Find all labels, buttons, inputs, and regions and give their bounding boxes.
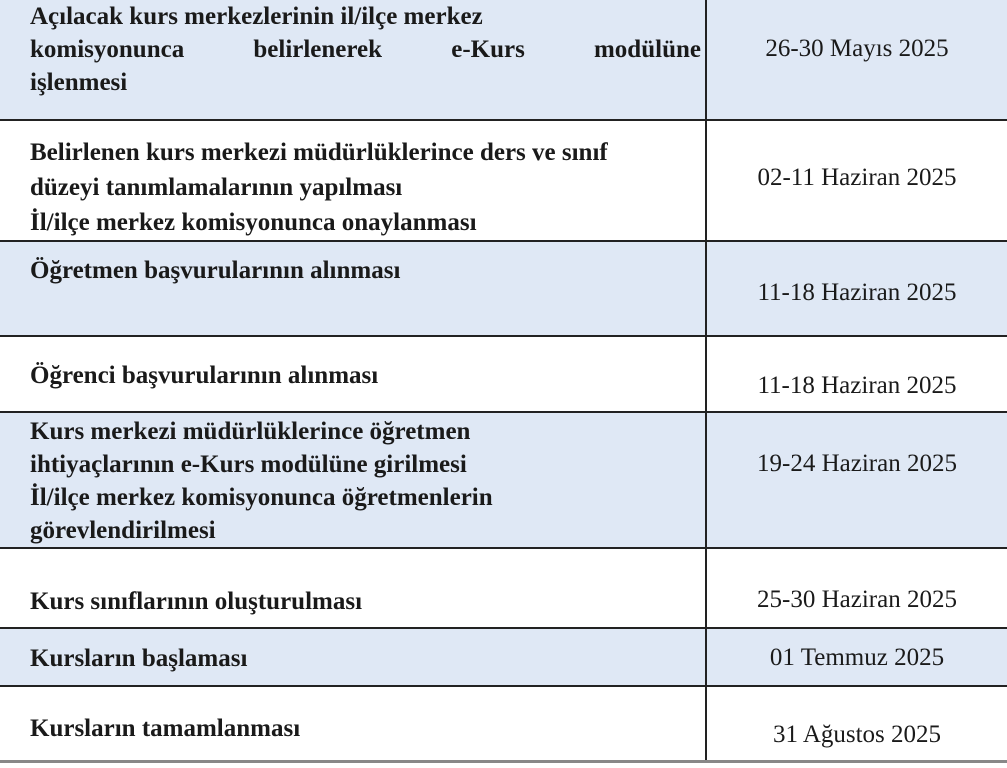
task-line: İl/ilçe merkez komisyonunca onaylanması [30, 209, 477, 236]
task-line: Öğretmen başvurularının alınması [30, 257, 401, 284]
date-text: 26-30 Mayıs 2025 [765, 35, 949, 62]
date-cell [706, 336, 1007, 412]
task-cell [0, 548, 706, 628]
task-cell [0, 686, 706, 762]
task-line: Öğrenci başvurularının alınması [30, 362, 379, 389]
date-cell [706, 686, 1007, 762]
table-row [0, 548, 1007, 628]
task-line: görevlendirilmesi [30, 517, 216, 544]
task-word: modülüne [593, 36, 701, 63]
task-line: Belirlenen kurs merkezi müdürlüklerince ders ve sınıf [30, 139, 608, 166]
task-line: düzeyi tanımlamalarının yapılması [30, 174, 403, 201]
task-word: belirlenerek [253, 36, 383, 63]
table-row [0, 686, 1007, 762]
task-line: ihtiyaçlarının e-Kurs modülüne girilmesi [30, 451, 467, 478]
date-cell [706, 548, 1007, 628]
table-row [0, 0, 1007, 120]
date-cell [706, 120, 1007, 241]
date-cell [706, 628, 1007, 686]
date-text: 01 Temmuz 2025 [769, 644, 945, 671]
table-row [0, 120, 1007, 241]
task-cell [0, 120, 706, 241]
task-cell [0, 412, 706, 548]
task-word: komisyonunca [30, 36, 185, 63]
task-line: Açılacak kurs merkezlerinin il/ilçe merkez [30, 3, 483, 30]
date-text: 11-18 Haziran 2025 [757, 372, 957, 399]
table-row [0, 412, 1007, 548]
date-text: 02-11 Haziran 2025 [757, 164, 957, 191]
task-cell [0, 0, 706, 120]
date-cell [706, 241, 1007, 336]
date-cell [706, 0, 1007, 120]
date-cell [706, 412, 1007, 548]
task-line: işlenmesi [30, 69, 128, 96]
task-line-justified [30, 33, 701, 66]
task-line: Kurs sınıflarının oluşturulması [30, 588, 363, 615]
date-text: 11-18 Haziran 2025 [757, 279, 957, 306]
task-word: e-Kurs [451, 36, 525, 63]
task-line: Kursların tamamlanması [30, 715, 301, 742]
task-line: Kursların başlaması [30, 645, 248, 672]
table-row [0, 628, 1007, 686]
bottom-border [0, 760, 1007, 763]
task-cell [0, 241, 706, 336]
task-cell [0, 336, 706, 412]
date-text: 25-30 Haziran 2025 [757, 586, 957, 613]
task-line: Kurs merkezi müdürlüklerince öğretmen [30, 418, 471, 445]
task-cell [0, 628, 706, 686]
table-row [0, 336, 1007, 412]
date-text: 31 Ağustos 2025 [772, 721, 942, 748]
date-text: 19-24 Haziran 2025 [757, 450, 957, 477]
task-line: İl/ilçe merkez komisyonunca öğretmenlerin [30, 484, 493, 511]
table-row [0, 241, 1007, 336]
